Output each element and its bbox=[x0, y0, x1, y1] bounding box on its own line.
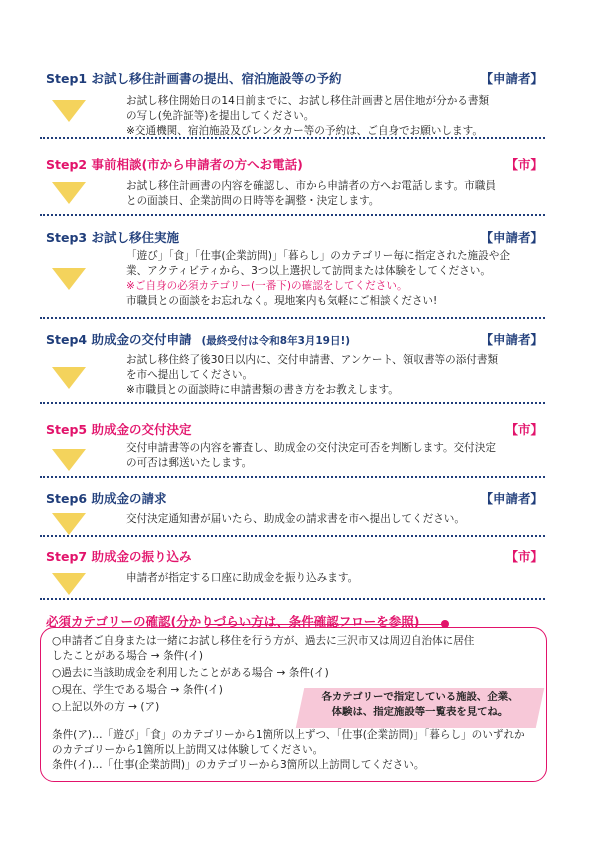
arrow-down-icon bbox=[52, 268, 86, 290]
dotted-divider bbox=[40, 476, 545, 478]
dotted-divider bbox=[40, 598, 545, 600]
description-line: ※交通機関、宿泊施設及びレンタカー等の予約は、ご自身でお願いします。 bbox=[126, 125, 483, 137]
step-heading: Step1 お試し移住計画書の提出、宿泊施設等の予約 bbox=[46, 71, 342, 86]
description-line: 交付申請書等の内容を審査し、助成金の交付決定可否を判断します。交付決定 bbox=[126, 442, 496, 454]
step-title bbox=[46, 155, 303, 173]
arrow-down-icon bbox=[52, 573, 86, 595]
step-description bbox=[126, 512, 536, 527]
step-note: (最終受付は令和8年3月19日!) bbox=[201, 335, 351, 347]
check-title-rule bbox=[205, 624, 443, 625]
description-line: 申請者が指定する口座に助成金を振り込みます。 bbox=[126, 572, 359, 584]
step-description bbox=[126, 571, 536, 586]
check-item: ○過去に当該助成金を利用したことがある場合 → 条件(イ) bbox=[52, 667, 329, 679]
callout-line: 体験は、指定施設等一覧表を見てね。 bbox=[331, 706, 509, 718]
step-heading: Step4 助成金の交付申請 bbox=[46, 332, 192, 347]
step-heading: Step2 事前相談(市から申請者の方へお電話) bbox=[46, 157, 303, 172]
description-line: お試し移住計画書の内容を確認し、市から申請者の方へお電話します。市職員 bbox=[126, 180, 496, 192]
step-description bbox=[126, 249, 536, 309]
step-description bbox=[126, 94, 536, 139]
callout-text bbox=[300, 690, 540, 720]
description-line: お試し移住開始日の14日前までに、お試し移住計画書と居住地が分かる書類 bbox=[126, 95, 490, 107]
dotted-divider bbox=[40, 137, 545, 139]
step-description bbox=[126, 353, 536, 398]
check-item: ○申請者ご自身または一緒にお試し移住を行う方が、過去に三沢市又は周辺自治体に居住 bbox=[52, 635, 475, 647]
step-actor: 【申請者】 bbox=[480, 230, 543, 245]
step-title bbox=[46, 489, 166, 507]
condition-line: 条件(イ)…「仕事(企業訪問)」のカテゴリーから3箇所以上訪問してください。 bbox=[52, 759, 425, 771]
description-line: を市へ提出してください。 bbox=[126, 369, 254, 381]
dotted-divider bbox=[40, 317, 545, 319]
step-heading: Step6 助成金の請求 bbox=[46, 491, 167, 506]
description-line: 市職員との面談をお忘れなく。現地案内も気軽にご相談ください! bbox=[126, 295, 438, 307]
condition-line: 条件(ア)…「遊び」「食」のカテゴリーから1箇所以上ずつ、「仕事(企業訪問)」「暮らし」のいずれか bbox=[52, 729, 525, 741]
check-item: ○上記以外の方 → (ア) bbox=[52, 701, 160, 713]
description-line: 交付決定通知書が届いたら、助成金の請求書を市へ提出してください。 bbox=[126, 513, 465, 525]
dotted-divider bbox=[40, 214, 545, 216]
step-title bbox=[46, 420, 191, 438]
arrow-down-icon bbox=[52, 367, 86, 389]
description-line: ※ご自身の必須カテゴリー(一番下)の確認をしてください。 bbox=[126, 280, 408, 292]
step-title bbox=[46, 330, 350, 348]
description-line: との面談日、企業訪問の日時等を調整・決定します。 bbox=[126, 195, 380, 207]
step-title bbox=[46, 69, 341, 87]
step-actor: 【申請者】 bbox=[480, 332, 543, 347]
step-title bbox=[46, 228, 179, 246]
arrow-down-icon bbox=[52, 100, 86, 122]
dotted-divider bbox=[40, 402, 545, 404]
callout-line: 各カテゴリーで指定している施設、企業、 bbox=[321, 691, 519, 703]
dotted-divider bbox=[40, 535, 545, 537]
arrow-down-icon bbox=[52, 513, 86, 535]
description-line: ※市職員との面談時に申請書類の書き方をお教えします。 bbox=[126, 384, 399, 396]
step-actor: 【市】 bbox=[505, 549, 543, 564]
check-item: ○現在、学生である場合 → 条件(イ) bbox=[52, 684, 223, 696]
step-title bbox=[46, 547, 191, 565]
check-item: したことがある場合 → 条件(イ) bbox=[52, 650, 204, 662]
condition-line: のカテゴリーから1箇所以上訪問又は体験してください。 bbox=[52, 744, 324, 756]
arrow-down-icon bbox=[52, 182, 86, 204]
check-title: 必須カテゴリーの確認(分かりづらい方は、条件確認フローを参照) bbox=[46, 614, 420, 629]
step-heading: Step7 助成金の振り込み bbox=[46, 549, 192, 564]
description-line: お試し移住終了後30日以内に、交付申請書、アンケート、領収書等の添付書類 bbox=[126, 354, 499, 366]
step-description bbox=[126, 179, 536, 209]
arrow-down-icon bbox=[52, 449, 86, 471]
step-actor: 【申請者】 bbox=[480, 71, 543, 86]
description-line: 業、アクティビティから、3つ以上選択して訪問または体験をしてください。 bbox=[126, 265, 491, 277]
step-actor: 【市】 bbox=[505, 157, 543, 172]
step-description bbox=[126, 441, 536, 471]
description-line: の写し(免許証等)を提出してください。 bbox=[126, 110, 315, 122]
step-heading: Step5 助成金の交付決定 bbox=[46, 422, 192, 437]
conditions bbox=[52, 728, 525, 773]
description-line: 「遊び」「食」「仕事(企業訪問)」「暮らし」のカテゴリー毎に指定された施設や企 bbox=[126, 250, 510, 262]
step-actor: 【申請者】 bbox=[480, 491, 543, 506]
step-heading: Step3 お試し移住実施 bbox=[46, 230, 179, 245]
step-actor: 【市】 bbox=[505, 422, 543, 437]
description-line: の可否は郵送いたします。 bbox=[126, 457, 253, 469]
